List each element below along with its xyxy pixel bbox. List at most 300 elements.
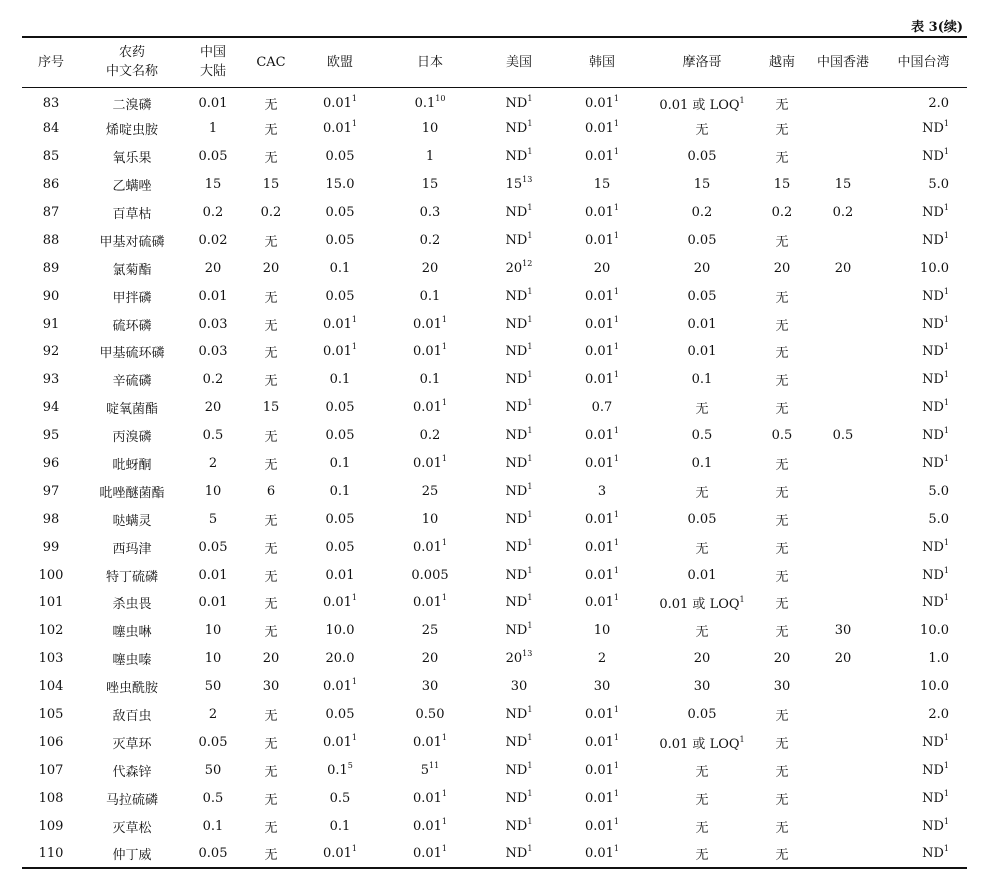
footnote-marker: 1 [441,788,448,798]
header-kr [558,37,646,87]
footnote-marker: 1 [613,843,620,853]
table-row [22,812,967,840]
footnote-marker: 1 [527,286,533,296]
cell-ma: 0.05 [687,707,717,723]
cell-name: 特丁硫磷 [105,569,158,585]
cell-cac: 无 [264,430,278,446]
cell-eu: 0.01$^1$ [322,93,358,111]
footnote-marker: 1 [943,119,949,129]
header-line: 韩国 [588,54,615,70]
cell-no: 83 [42,95,60,111]
cell-hk: 0.2 [832,205,854,220]
cell-tw: $ND^1$ [922,565,949,583]
cell-cac: 20 [262,260,280,276]
cell-no: 106 [38,734,64,750]
header-line: CAC [256,54,286,70]
footnote-marker: 1 [943,788,949,798]
cell-cn: 10 [204,623,222,639]
cell-kr: 0.01$^1$ [584,732,620,750]
cell-ma: 无 [695,625,709,641]
cell-name: 甲基硫环磷 [99,346,165,362]
cell-ma: 0.01 [687,316,717,332]
cell-hk [806,728,880,756]
cell-tw: 2.0 [928,95,949,111]
cell-eu: 15.0 [325,177,355,193]
cell-cn: 0.03 [198,344,228,360]
cell-vn: 20 [773,651,791,667]
cell-cn: 0.2 [202,372,224,388]
cell-hk [806,366,880,394]
cell-hk [806,143,880,171]
cell-kr: 15 [593,177,611,193]
cell-ma: 20 [693,260,711,276]
cell-vn: 无 [775,151,789,167]
table-row [22,254,967,282]
cell-no: 101 [38,595,64,611]
cell-vn: 无 [775,458,789,474]
header-vn [758,37,806,87]
footnote-marker: 1 [613,119,620,129]
cell-eu: 0.05 [325,707,355,723]
cell-eu: 0.01$^1$ [322,843,358,861]
cell-jp: 0.3 [419,205,441,220]
cell-no: 92 [42,344,60,360]
header-line: 摩洛哥 [682,54,722,70]
cell-ma: 0.05 [687,288,717,304]
cell-no: 100 [38,567,64,583]
footnote-marker: 1 [613,565,620,575]
cell-us: $ND^1$ [505,816,533,834]
cell-kr: 0.01$^1$ [584,370,620,388]
footnote-marker: 1 [613,147,620,157]
cell-cn: 1 [208,121,218,137]
cell-name: 唑虫酰胺 [105,681,158,697]
table-row [22,87,967,115]
cell-vn: 无 [775,541,789,557]
cell-name: 甲基对硫磷 [99,234,165,250]
cell-vn: 无 [775,402,789,418]
cell-tw: $ND^1$ [922,119,949,137]
footnote-marker: 1 [613,93,620,103]
cell-eu: 0.05 [325,428,355,444]
footnote-marker: 1 [441,398,448,408]
cell-kr: 0.01$^1$ [584,147,620,165]
cell-no: 94 [42,400,60,416]
cell-cn: 0.2 [202,205,224,220]
cell-no: 103 [38,651,64,667]
footnote-marker: 1 [527,203,533,212]
cell-us: $ND^1$ [505,593,533,611]
cell-us: $ND^1$ [505,147,533,165]
cell-kr: 0.01$^1$ [584,286,620,304]
footnote-marker: 1 [351,843,358,853]
cell-eu: 0.05 [325,149,355,165]
cell-cac: 无 [264,123,278,139]
cell-jp: 0.01$^1$ [412,454,448,472]
header-jp [380,37,480,87]
cell-tw: $ND^1$ [922,732,949,750]
header-line: 中国台湾 [897,54,950,70]
header-line: 越南 [768,54,795,70]
cell-cac: 无 [264,234,278,250]
cell-vn: 15 [773,177,791,193]
cell-tw: $ND^1$ [922,370,949,388]
cell-us: $ND^1$ [505,370,533,388]
cell-eu: 20.0 [325,651,355,667]
cell-tw: $ND^1$ [922,203,949,220]
cell-jp: $5^{11}$ [420,760,440,778]
cell-eu: 0.01$^1$ [322,677,358,695]
footnote-marker: 1 [943,426,949,436]
footnote-marker: 1 [943,760,949,770]
cell-cac: 无 [264,597,278,613]
table-row [22,756,967,784]
cell-name: 吡唑醚菌酯 [99,485,165,501]
cell-cn: 0.05 [198,539,228,555]
cell-no: 108 [38,790,64,806]
cell-eu: 0.05 [325,288,355,304]
footnote-marker: 1 [613,760,620,770]
cell-vn: 无 [775,346,789,362]
header-line: 美国 [505,54,532,70]
footnote-marker: 1 [527,119,533,129]
cell-cn: 10 [204,651,222,667]
cell-name: 杀虫畏 [112,597,152,613]
cell-vn: 无 [775,234,789,250]
cell-vn: 0.2 [771,205,793,220]
table-row [22,115,967,143]
cell-tw: $ND^1$ [922,147,949,165]
cell-tw: 2.0 [928,707,949,723]
cell-us: $ND^1$ [505,398,533,416]
footnote-marker: 1 [739,595,745,605]
cell-cn: 20 [204,400,222,416]
cell-jp: 0.01$^1$ [412,537,448,555]
cell-eu: 0.01$^1$ [322,732,358,750]
header-cac [242,37,300,87]
footnote-marker: 1 [613,593,620,603]
cell-us: $ND^1$ [505,537,533,555]
table-row [22,533,967,561]
table-row [22,645,967,673]
cell-eu: 0.05 [325,511,355,527]
cell-no: 96 [42,456,60,472]
header-tw [880,37,967,87]
footnote-marker: 1 [943,565,949,575]
cell-hk [806,561,880,589]
cell-ma: 无 [695,123,709,139]
footnote-marker: 1 [613,230,620,240]
cell-name: 敌百虫 [112,709,152,725]
cell-kr: 0.01$^1$ [584,426,620,444]
header-no [22,37,80,87]
cell-cac: 0.2 [260,205,282,220]
footnote-marker: 1 [943,537,949,547]
cell-ma: 无 [695,847,709,863]
cell-no: 98 [42,511,60,527]
cell-eu: 0.1 [329,818,351,834]
cell-kr: 0.01$^1$ [584,788,620,806]
footnote-marker: 1 [527,454,533,464]
footnote-marker: 1 [351,677,358,687]
footnote-marker: 1 [527,481,533,491]
cell-jp: 0.01$^1$ [412,593,448,611]
cell-vn: 无 [775,709,789,725]
footnote-marker: 1 [613,342,620,352]
footnote-marker: 5 [347,760,353,770]
footnote-marker: 12 [522,258,533,268]
cell-no: 90 [42,288,60,304]
cell-ma: 0.01 [687,344,717,360]
footnote-marker: 1 [351,119,358,129]
cell-name: 丙溴磷 [112,430,152,446]
cell-cn: 5 [208,511,218,527]
cell-vn: 无 [775,374,789,390]
cell-us: $ND^1$ [505,286,533,304]
cell-cn: 2 [208,456,218,472]
cell-kr: 0.01$^1$ [584,593,620,611]
cell-no: 85 [42,149,60,165]
cell-cn: 0.01 [198,567,228,583]
cell-ma: 无 [695,485,709,501]
cell-vn: 无 [775,485,789,501]
cell-eu: 0.01 [325,567,355,583]
cell-jp: 20 [421,651,439,667]
table-row [22,561,967,589]
footnote-marker: 1 [527,843,533,853]
cell-ma: 30 [693,679,711,695]
cell-cac: 无 [264,513,278,529]
cell-hk [806,394,880,422]
cell-tw: $ND^1$ [922,760,949,778]
cell-eu: 0.05 [325,539,355,555]
footnote-marker: 1 [527,342,533,352]
footnote-marker: 1 [613,816,620,826]
cell-ma: 0.05 [687,149,717,165]
cell-eu: 0.01$^1$ [322,342,358,360]
cell-vn: 无 [775,123,789,139]
table-row [22,394,967,422]
header-line: 欧盟 [326,54,353,70]
cell-cac: 无 [264,151,278,167]
footnote-marker: 1 [943,230,949,240]
header-line: 中国香港 [816,54,869,70]
footnote-marker: 1 [441,843,448,853]
footnote-marker: 1 [441,454,448,464]
cell-jp: 0.01$^1$ [412,843,448,861]
cell-kr: 3 [597,483,607,499]
cell-eu: 0.05 [325,205,355,220]
cell-ma: 0.01 或 LOQ$^1$ [659,734,745,752]
cell-jp: 30 [421,679,439,695]
cell-kr: 0.01$^1$ [584,760,620,778]
cell-name: 氯菊酯 [112,262,152,278]
cell-cac: 无 [264,374,278,390]
cell-ma: 0.1 [691,372,713,388]
cell-hk [806,477,880,505]
cell-hk [806,282,880,310]
footnote-marker: 1 [613,537,620,547]
header-line: 中文名称 [105,64,158,80]
table-header [22,37,967,87]
cell-cn: 0.1 [202,818,224,834]
cell-cn: 0.02 [198,232,228,248]
mrl-table [22,36,967,869]
cell-cn: 0.5 [202,790,224,806]
footnote-marker: 1 [527,370,533,380]
table-row [22,617,967,645]
table-row [22,450,967,478]
cell-name: 二溴磷 [112,97,152,113]
footnote-marker: 13 [522,175,533,185]
cell-hk: 15 [834,177,852,193]
table-row [22,143,967,171]
cell-hk [806,338,880,366]
cell-tw: $ND^1$ [922,816,949,834]
cell-us: $ND^1$ [505,621,533,639]
footnote-marker: 1 [441,314,448,324]
cell-ma: 0.05 [687,511,717,527]
cell-ma: 无 [695,792,709,808]
cell-us: $ND^1$ [505,454,533,472]
footnote-marker: 1 [739,95,745,105]
cell-tw: $ND^1$ [922,593,949,611]
cell-tw: 10.0 [920,623,949,639]
footnote-marker: 1 [943,370,949,380]
header-cn [184,37,242,87]
footnote-marker: 1 [943,454,949,464]
cell-no: 109 [38,818,64,834]
cell-cn: 10 [204,483,222,499]
table-row [22,199,967,227]
cell-us: $ND^1$ [505,732,533,750]
cell-name: 灭草环 [112,736,152,752]
cell-hk [806,533,880,561]
cell-kr: 0.01$^1$ [584,705,620,723]
cell-jp: 0.1 [419,288,441,304]
cell-tw: $ND^1$ [922,314,949,332]
header-line: 农药 [118,45,145,61]
cell-kr: 10 [593,623,611,639]
cell-no: 102 [38,623,64,639]
cell-no: 87 [42,205,60,220]
cell-kr: 0.01$^1$ [584,509,620,527]
cell-hk: 20 [834,651,852,667]
cell-name: 西玛津 [112,541,152,557]
cell-ma: 0.2 [691,205,713,220]
cell-kr: 0.01$^1$ [584,119,620,137]
cell-name: 噻虫啉 [112,625,152,641]
cell-cac: 无 [264,290,278,306]
cell-cac: 15 [262,400,280,416]
footnote-marker: 1 [441,537,448,547]
cell-jp: 15 [421,177,439,193]
header-hk [806,37,880,87]
cell-no: 88 [42,232,60,248]
footnote-marker: 1 [441,732,448,742]
table-row [22,505,967,533]
cell-us: $ND^1$ [505,760,533,778]
cell-hk [806,673,880,701]
cell-us: $15^{13}$ [505,175,533,193]
footnote-marker: 1 [527,593,533,603]
cell-no: 84 [42,121,60,137]
footnote-marker: 1 [351,732,358,742]
cell-eu: 0.1 [329,483,351,499]
cell-cac: 6 [266,483,276,499]
cell-cn: 0.05 [198,734,228,750]
footnote-marker: 1 [613,705,620,715]
footnote-marker: 1 [351,342,358,352]
cell-cn: 15 [204,177,222,193]
cell-cac: 无 [264,625,278,641]
cell-jp: 25 [421,623,439,639]
cell-vn: 无 [775,290,789,306]
cell-ma: 无 [695,541,709,557]
cell-hk [806,756,880,784]
header-us [480,37,558,87]
cell-vn: 无 [775,847,789,863]
table-row [22,784,967,812]
cell-cac: 15 [262,177,280,193]
table-row [22,840,967,868]
cell-kr: 0.01$^1$ [584,203,620,220]
cell-hk [806,310,880,338]
table-row [22,589,967,617]
table-row [22,171,967,199]
table-row [22,310,967,338]
cell-us: $ND^1$ [505,314,533,332]
cell-ma: 0.1 [691,456,713,472]
cell-ma: 无 [695,820,709,836]
cell-vn: 无 [775,597,789,613]
cell-tw: $ND^1$ [922,454,949,472]
footnote-marker: 1 [527,621,533,631]
footnote-marker: 1 [613,788,620,798]
cell-cac: 20 [262,651,280,667]
cell-cn: 50 [204,762,222,778]
cell-cn: 0.05 [198,149,228,165]
cell-name: 百草枯 [112,207,152,222]
cell-kr: 2 [597,651,607,667]
cell-tw: $ND^1$ [922,230,949,248]
cell-cn: 2 [208,707,218,723]
cell-us: $ND^1$ [505,426,533,444]
cell-tw: $ND^1$ [922,788,949,806]
cell-us: 30 [510,679,528,695]
cell-name: 辛硫磷 [112,374,152,390]
cell-eu: $0.1^5$ [327,760,353,778]
footnote-marker: 1 [613,454,620,464]
cell-cn: 0.01 [198,595,228,611]
footnote-marker: 1 [527,816,533,826]
cell-cac: 无 [264,709,278,725]
cell-jp: 0.005 [411,567,449,583]
cell-cac: 无 [264,318,278,334]
cell-cac: 无 [264,569,278,585]
cell-eu: 0.01$^1$ [322,593,358,611]
cell-no: 93 [42,372,60,388]
cell-us: $ND^1$ [505,93,533,111]
cell-tw: 5.0 [928,177,949,193]
cell-name: 甲拌磷 [112,290,152,306]
cell-kr: 0.01$^1$ [584,537,620,555]
footnote-marker: 1 [613,203,620,212]
cell-us: $20^{13}$ [505,649,533,667]
cell-kr: 0.01$^1$ [584,816,620,834]
cell-eu: 0.05 [325,400,355,416]
footnote-marker: 13 [522,649,533,659]
